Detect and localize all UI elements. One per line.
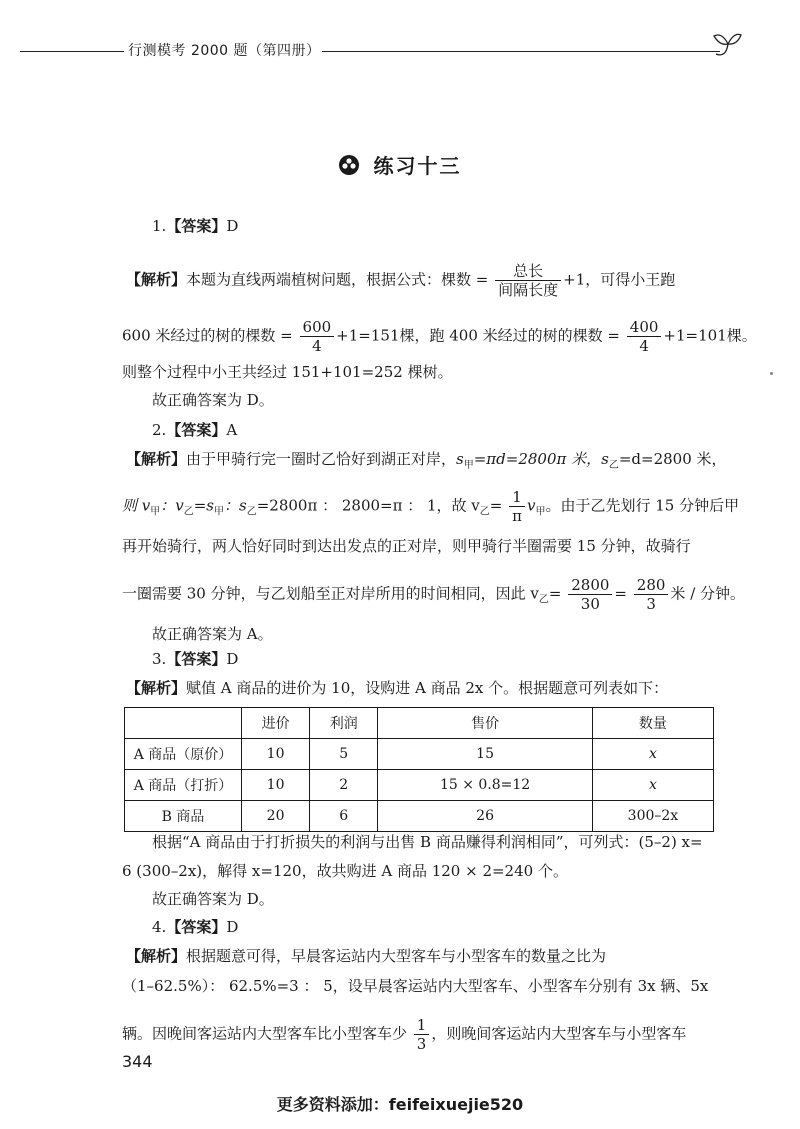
table-cell: 26 — [378, 801, 593, 832]
q1-analysis-line2: 600 米经过的树的棵数 = $\frac{600}{4}$ +1=151棵，跑 400 米经过的树的棵数 = $\frac{400}{4}$ +1=101棵。 — [122, 318, 757, 355]
table-cell: x — [592, 739, 713, 770]
table-row — [125, 739, 714, 770]
table-header-cell: 进价 — [242, 708, 310, 739]
section-heading — [0, 150, 800, 179]
q2-analysis-line4: 一圈需要 30 分钟，与乙划船至正对岸所用的时间相同，因此 $v_乙=$ $\frac{2800}{30}$ = $\frac{280}{3}$ 米 / 分钟。 — [122, 576, 746, 613]
q1-conclusion: 故正确答案为 D。 — [152, 391, 274, 409]
fraction: $\frac{\text{总长}}{\text{间隔长度}}$ — [495, 262, 561, 299]
table-cell: 300–2x — [592, 801, 713, 832]
sprout-icon — [712, 28, 742, 62]
price-table — [124, 707, 714, 832]
table-cell: A 商品（打折） — [125, 770, 242, 801]
table-header-cell — [125, 708, 242, 739]
table-cell: 15 — [378, 739, 593, 770]
header-rule-right — [322, 51, 720, 52]
table-cell: B 商品 — [125, 801, 242, 832]
q4-analysis-line1: 【解析】根据题意可得，早晨客运站内大型客车与小型客车的数量之比为 — [126, 947, 607, 965]
header-rule-left — [20, 51, 124, 52]
fraction: $\frac{600}{4}$ — [300, 318, 335, 355]
q2-analysis-line1: 【解析】由于甲骑行完一圈时乙恰好到湖正对岸，$s_甲=\pi d=2800\pi$ 米，$s_乙=d=2800$ 米， — [126, 450, 727, 471]
section-title: 练习十三 — [373, 154, 462, 178]
table-header-cell: 数量 — [592, 708, 713, 739]
fraction: $\frac{400}{4}$ — [627, 318, 662, 355]
fraction: $\frac{2800}{30}$ — [568, 576, 612, 613]
q3-analysis-line1: 【解析】赋值 A 商品的进价为 10，设购进 A 商品 2x 个。根据题意可列表如下： — [126, 679, 669, 697]
table-row — [125, 770, 714, 801]
table-cell: 2 — [310, 770, 378, 801]
q2-conclusion: 故正确答案为 A。 — [152, 625, 273, 643]
table-cell: x — [592, 770, 713, 801]
table-cell: 10 — [242, 739, 310, 770]
scan-speck — [770, 372, 773, 375]
q3-analysis-line3: 6 (300–2x)，解得 x=120，故共购进 A 商品 120 × 2=240 个。 — [122, 862, 568, 880]
q4-answer: 4.【答案】D — [152, 918, 239, 936]
book-title: 行测模考 2000 题（第四册） — [128, 43, 321, 59]
q4-analysis-line2: （1–62.5%）： 62.5%=3 ： 5，设早晨客运站内大型客车、小型客车分别有 3x 辆、5x — [122, 977, 709, 995]
footer-note: 更多资料添加：feifeixuejie520 — [276, 1095, 524, 1114]
q2-answer: 2.【答案】A — [152, 421, 238, 439]
table-header-cell: 售价 — [378, 708, 593, 739]
table-header-cell: 利润 — [310, 708, 378, 739]
fraction: $\frac{1}{3}$ — [414, 1016, 430, 1053]
q3-analysis-line2: 根据“A 商品由于打折损失的利润与出售 B 商品赚得利润相同”，可列式：(5–2) x= — [152, 833, 703, 851]
running-header — [20, 36, 720, 66]
q4-analysis-line3: 辆。因晚间客运站内大型客车比小型客车少 $\frac{1}{3}$ ，则晚间客运站内大型客车与小型客车 — [122, 1016, 687, 1053]
fraction: $\frac{1}{\pi}$ — [509, 488, 525, 525]
table-cell: A 商品（原价） — [125, 739, 242, 770]
q1-analysis-line1: 【解析】本题为直线两端植树问题，根据公式：棵数 = $\frac{\text{总长}}{\text{间隔长度}}$ +1，可得小王跑 — [126, 262, 676, 299]
table-cell: 20 — [242, 801, 310, 832]
table-cell: 10 — [242, 770, 310, 801]
q3-conclusion: 故正确答案为 D。 — [152, 890, 274, 908]
table-cell: 5 — [310, 739, 378, 770]
q3-answer: 3.【答案】D — [152, 650, 239, 668]
table-cell: 15 × 0.8=12 — [378, 770, 593, 801]
table-row — [125, 801, 714, 832]
page-number: 344 — [122, 1052, 153, 1071]
fraction: $\frac{280}{3}$ — [634, 576, 669, 613]
q1-analysis-line3: 则整个过程中小王共经过 151+101=252 棵树。 — [122, 363, 453, 381]
q2-analysis-line2: 则 $v_甲$：$v_乙=s_甲$：$s_乙=2800\pi$ ： 2800=π ： 1，故 $v_乙=$ $\frac{1}{\pi}$ $v_甲$。由于乙先划行 15 分钟后甲 — [122, 488, 740, 525]
table-header-row — [125, 708, 714, 739]
q1-answer: 1.【答案】D — [152, 217, 239, 235]
table-cell: 6 — [310, 801, 378, 832]
flower-bullet-icon — [338, 154, 360, 176]
q2-analysis-line3: 再开始骑行，两人恰好同时到达出发点的正对岸，则甲骑行半圈需要 15 分钟，故骑行 — [122, 537, 691, 555]
